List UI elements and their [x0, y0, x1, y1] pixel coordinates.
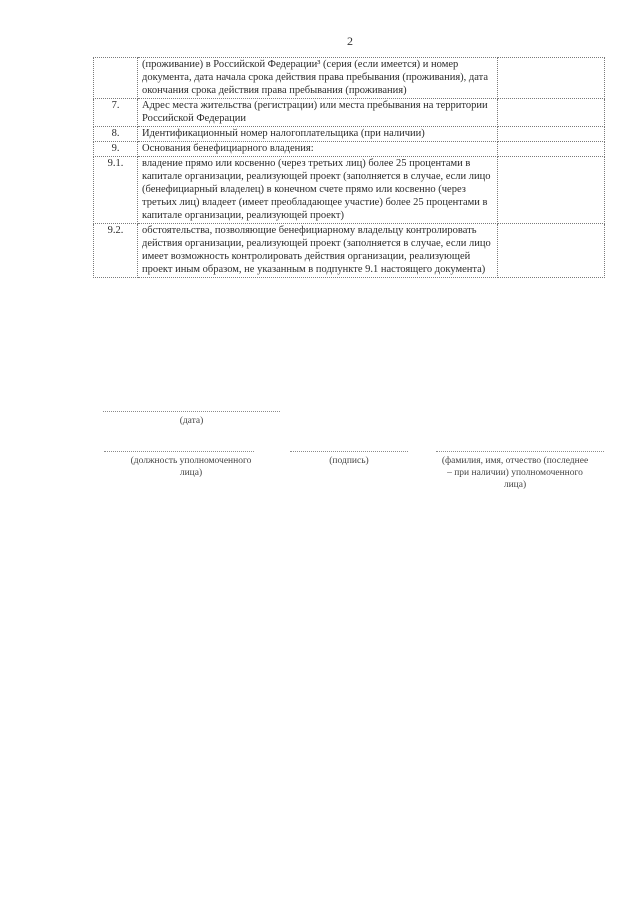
row-description: Основания бенефициарного владения:: [138, 142, 498, 157]
name-line[interactable]: [436, 451, 604, 452]
page-number: 2: [347, 34, 353, 48]
row-number: 9.: [94, 142, 138, 157]
signature-caption: (подпись): [329, 456, 369, 466]
row-value-cell[interactable]: [498, 99, 605, 127]
row-number: 8.: [94, 127, 138, 142]
row-value-cell[interactable]: [498, 58, 605, 99]
row-description: Идентификационный номер налогоплательщика (при наличии): [138, 127, 498, 142]
name-caption: (фамилия, имя, отчество (последнее – при наличии) уполномоченного лица): [441, 456, 589, 490]
table-row: [94, 224, 605, 278]
position-line[interactable]: [104, 451, 254, 452]
row-number: 9.1.: [94, 157, 138, 224]
row-number: [94, 58, 138, 99]
row-number: 9.2.: [94, 224, 138, 278]
date-line[interactable]: [103, 411, 280, 412]
row-description: (проживание) в Российской Федерации³ (серия (если имеется) и номер документа, дата начала срока действия права пребывания (проживания), дата окончания срока действия права пребывания (проживания): [138, 58, 498, 99]
signature-line[interactable]: [290, 451, 408, 452]
row-value-cell[interactable]: [498, 224, 605, 278]
row-value-cell[interactable]: [498, 142, 605, 157]
table-row: [94, 157, 605, 224]
row-value-cell[interactable]: [498, 127, 605, 142]
row-description: Адрес места жительства (регистрации) или места пребывания на территории Российской Федерации: [138, 99, 498, 127]
table-row: [94, 142, 605, 157]
table-row: [94, 127, 605, 142]
row-description: обстоятельства, позволяющие бенефициарному владельцу контролировать действия организации, реализующей проект (заполняется в случае, если лицо имеет возможность контролировать действия организации, реализующей проект иным образом, не указанным в подпункте 9.1 настоящего документа): [138, 224, 498, 278]
beneficiary-info-table: [93, 57, 605, 278]
date-caption: (дата): [179, 416, 204, 426]
row-value-cell[interactable]: [498, 157, 605, 224]
position-caption: (должность уполномоченного лица): [130, 456, 252, 478]
table-row: [94, 99, 605, 127]
table-row: [94, 58, 605, 99]
row-description: владение прямо или косвенно (через третьих лиц) более 25 процентами в капитале организации, реализующей проект (заполняется в случае, если лицо (бенефициарный владелец) в конечном счете прямо или косвенно (через третьих лиц) владеет (имеет преобладающее участие) более 25 процентами в капитале организации, реализующей проект): [138, 157, 498, 224]
row-number: 7.: [94, 99, 138, 127]
